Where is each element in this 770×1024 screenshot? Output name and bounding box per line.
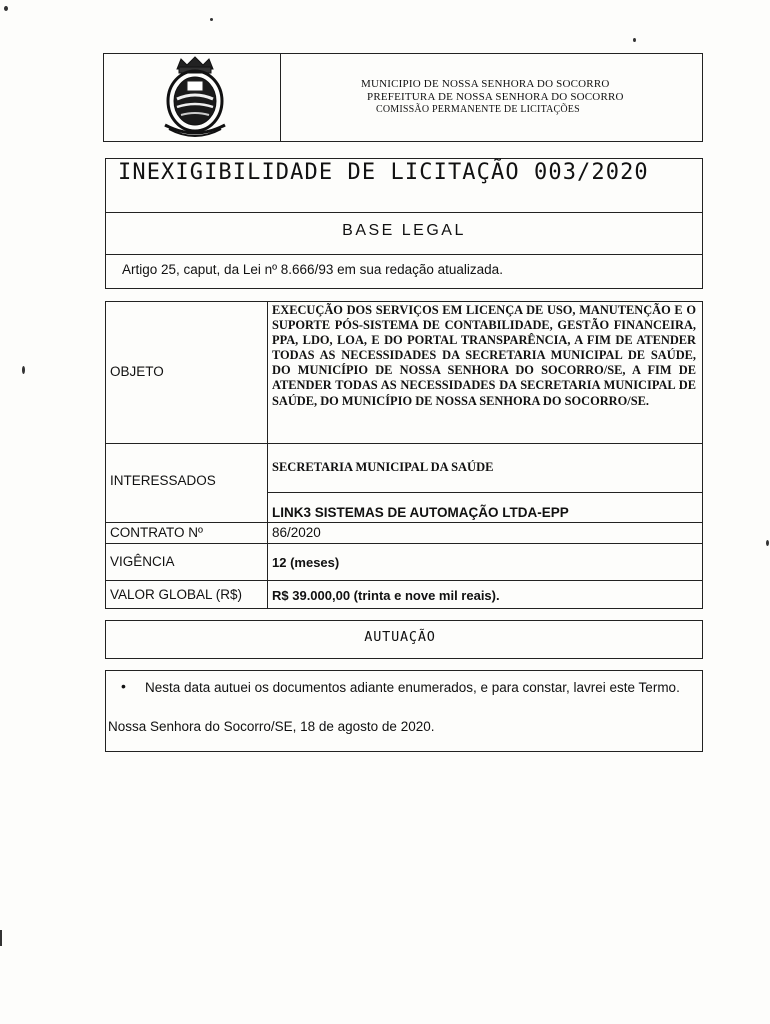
autuacao-text bbox=[108, 679, 694, 696]
autuacao-statement: Nesta data autuei os documentos adiante enumerados, e para constar, lavrei este Termo. bbox=[145, 680, 680, 695]
autuacao-date-line: Nossa Senhora do Socorro/SE, 18 de agosto de 2020. bbox=[108, 719, 435, 734]
scan-speck bbox=[210, 18, 213, 21]
row-divider-contrato bbox=[105, 543, 703, 544]
row-divider-vigencia bbox=[105, 580, 703, 581]
letterhead-divider bbox=[280, 53, 281, 142]
vigencia-value: 12 (meses) bbox=[272, 555, 340, 570]
interessado-secretaria: SECRETARIA MUNICIPAL DA SAÚDE bbox=[272, 460, 494, 474]
objeto-label: OBJETO bbox=[110, 364, 164, 379]
document-title: INEXIGIBILIDADE DE LICITAÇÃO 003/2020 bbox=[118, 160, 649, 185]
table-column-divider bbox=[267, 301, 268, 609]
objeto-value: EXECUÇÃO DOS SERVIÇOS EM LICENÇA DE USO, MANUTENÇÃO E O SUPORTE PÓS-SISTEMA DE CONTABILIDADE, GESTÃO FINANCEIRA, PPA, LDO, LOA, E DO PORTAL TRANSPARÊNCIA, A FIM DE ATENDER TODAS AS NECESSIDADES DA SECRETARIA MUNICIPAL DE SAÚDE, DO MUNICÍPIO DE NOSSA SENHORA DO SOCORRO/SE, A FIM DE ATENDER TODAS AS NECESSIDADES DA SECRETARIA MUNICIPAL DE SAÚDE, DO MUNICÍPIO DE NOSSA SENHORA DO SOCORRO/SE. bbox=[272, 303, 696, 408]
header-commission: COMISSÃO PERMANENTE DE LICITAÇÕES bbox=[376, 104, 580, 115]
autuacao-bullet: • bbox=[121, 678, 126, 694]
vigencia-label: VIGÊNCIA bbox=[110, 554, 175, 569]
scan-speck bbox=[4, 6, 8, 11]
base-legal-text: Artigo 25, caput, da Lei nº 8.666/93 em sua redação atualizada. bbox=[122, 262, 503, 277]
valor-global-label: VALOR GLOBAL (R$) bbox=[110, 587, 243, 602]
title-divider bbox=[105, 212, 703, 213]
row-divider-interessados bbox=[105, 522, 703, 523]
base-legal-heading: BASE LEGAL bbox=[342, 222, 466, 239]
contrato-label: CONTRATO Nº bbox=[110, 525, 203, 540]
scan-speck bbox=[766, 540, 769, 546]
scan-edge-mark bbox=[0, 930, 2, 946]
scan-speck bbox=[633, 38, 636, 42]
row-divider-objeto bbox=[105, 443, 703, 444]
header-municipality: MUNICIPIO DE NOSSA SENHORA DO SOCORRO bbox=[361, 78, 610, 90]
interessado-empresa: LINK3 SISTEMAS DE AUTOMAÇÃO LTDA-EPP bbox=[272, 505, 569, 520]
interessados-label: INTERESSADOS bbox=[110, 473, 216, 488]
header-prefeitura: PREFEITURA DE NOSSA SENHORA DO SOCORRO bbox=[367, 91, 624, 103]
municipal-coat-of-arms-icon bbox=[155, 55, 235, 139]
row-divider-interessados-inner bbox=[267, 492, 703, 493]
contrato-value: 86/2020 bbox=[272, 525, 321, 540]
valor-global-value: R$ 39.000,00 (trinta e nove mil reais). bbox=[272, 588, 500, 603]
base-legal-divider bbox=[105, 254, 703, 255]
autuacao-heading: AUTUAÇÃO bbox=[364, 629, 436, 645]
scan-speck bbox=[22, 366, 25, 374]
